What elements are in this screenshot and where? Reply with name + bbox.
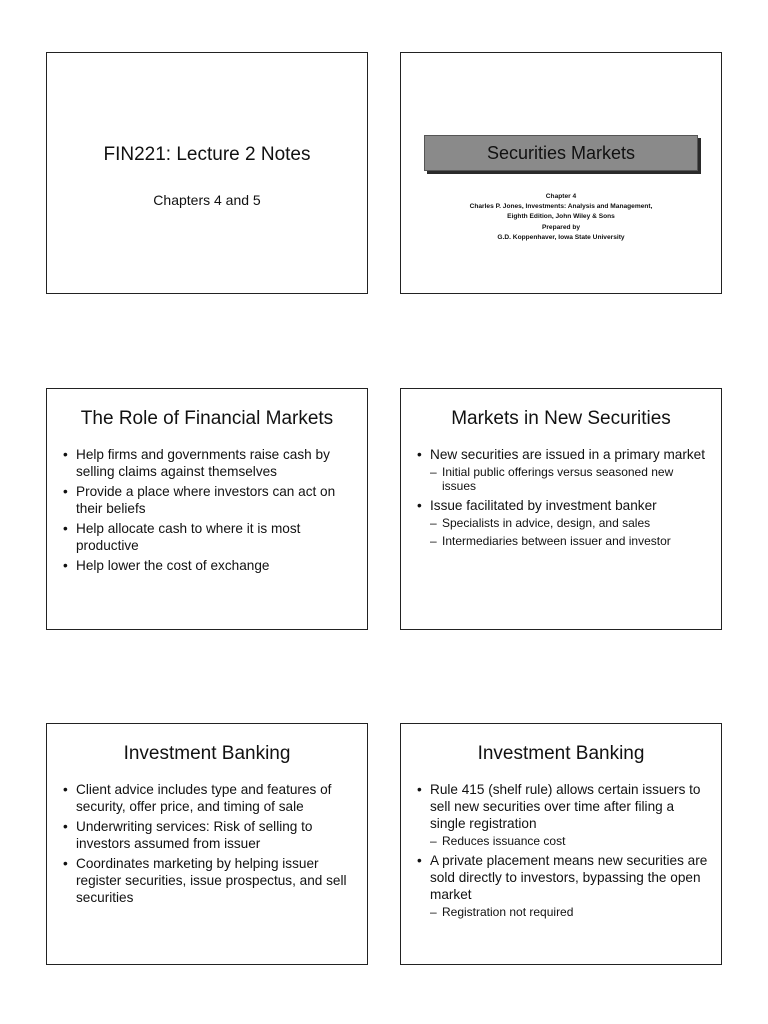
slide-investment-banking-1 — [46, 723, 368, 965]
sub-bullet-list — [430, 465, 709, 493]
sub-bullet-list — [430, 516, 709, 548]
bullet-item — [417, 497, 709, 548]
bullet-item: • Help allocate cash to where it is most productive — [63, 520, 355, 554]
credits-line: Prepared by — [541, 223, 581, 231]
slide-securities-markets — [400, 52, 722, 294]
credits-line: Chapter 4 — [545, 193, 577, 200]
lecture-title: FIN221: Lecture 2 Notes — [103, 144, 311, 165]
slide-title-text: The Role of Financial Markets — [80, 408, 334, 429]
bullet-list — [63, 446, 355, 577]
bullet-item: • Coordinates marketing by helping issuer register securities, issue prospectus, and sell securities — [63, 855, 355, 906]
sub-bullet-item: – Reduces issuance cost — [430, 834, 709, 848]
bullet-text: Rule 415 (shelf rule) allows certain issuers to sell new securities over time after filing a single registration — [430, 782, 701, 831]
credits-line: G.D. Koppenhaver, Iowa State University — [497, 233, 625, 241]
bullet-item: • Help lower the cost of exchange — [63, 557, 355, 574]
slide-title — [46, 52, 368, 294]
slide-role-of-financial-markets — [46, 388, 368, 630]
banner-title: Securities Markets — [486, 142, 636, 163]
slide-title-text: Investment Banking — [123, 743, 291, 764]
bullet-text: A private placement means new securities are sold directly to investors, bypassing the open market — [430, 853, 708, 902]
sub-bullet-item: – Intermediaries between issuer and investor — [430, 534, 709, 548]
bullet-item: • Provide a place where investors can act on their beliefs — [63, 483, 355, 517]
sub-bullet-item: – Registration not required — [430, 905, 709, 919]
bullet-item — [417, 781, 709, 848]
lecture-subtitle: Chapters 4 and 5 — [153, 192, 261, 208]
bullet-item — [417, 446, 709, 493]
bullet-text: New securities are issued in a primary market — [430, 447, 705, 462]
sub-bullet-list — [430, 905, 709, 919]
slide-investment-banking-2 — [400, 723, 722, 965]
bullet-item: • Help firms and governments raise cash by selling claims against themselves — [63, 446, 355, 480]
slide-title-text: Markets in New Securities — [451, 408, 671, 429]
sub-bullet-list — [430, 834, 709, 848]
credits-block — [401, 192, 721, 243]
bullet-item — [417, 852, 709, 919]
bullet-list — [417, 446, 709, 552]
slide-title-text: Investment Banking — [477, 743, 645, 764]
bullet-item: • Underwriting services: Risk of selling to investors assumed from issuer — [63, 818, 355, 852]
title-banner — [424, 135, 698, 171]
credits-line: Charles P. Jones, Investments: Analysis and Management, — [469, 203, 653, 211]
credits-line: Eighth Edition, John Wiley & Sons — [507, 213, 615, 221]
bullet-text: Issue facilitated by investment banker — [430, 498, 657, 513]
slide-markets-in-new-securities — [400, 388, 722, 630]
bullet-item: • Client advice includes type and features of security, offer price, and timing of sale — [63, 781, 355, 815]
sub-bullet-item: – Initial public offerings versus seasoned new issues — [430, 465, 709, 493]
bullet-list — [63, 781, 355, 909]
sub-bullet-item: – Specialists in advice, design, and sales — [430, 516, 709, 530]
bullet-list — [417, 781, 709, 923]
